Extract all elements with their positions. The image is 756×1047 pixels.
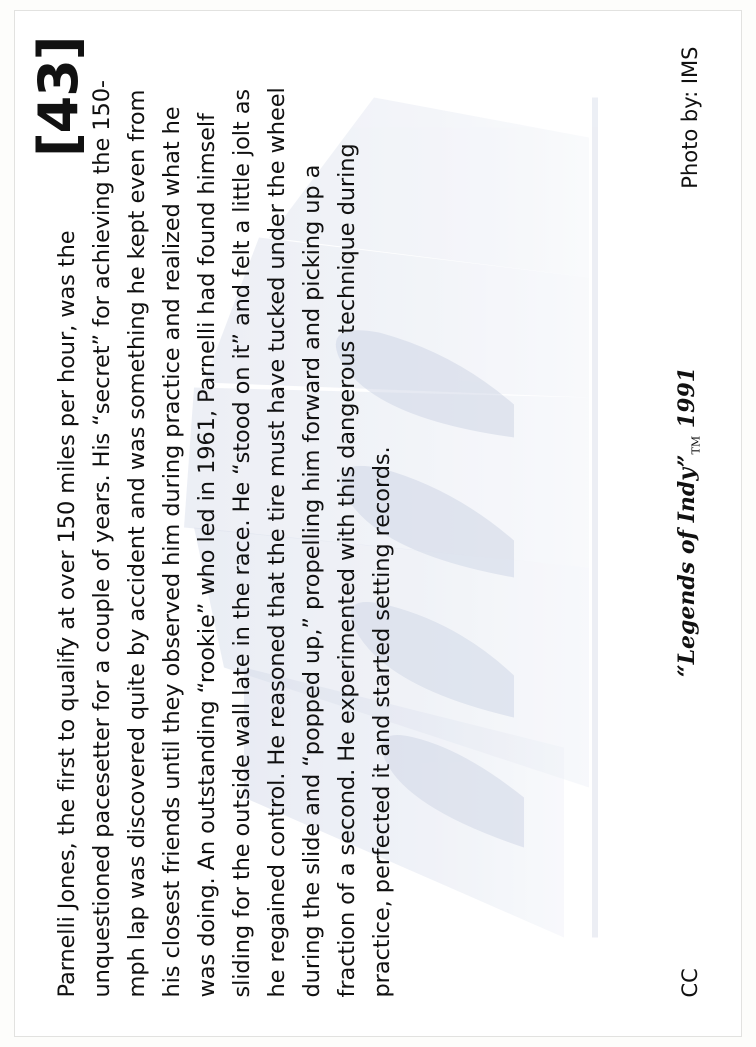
series-title-text: “Legends of Indy”	[673, 453, 700, 677]
trademark-symbol: TM	[689, 435, 702, 454]
card-body-text-block	[50, 77, 400, 997]
footer-copyright-code: CC	[678, 967, 702, 997]
trading-card-back	[14, 10, 742, 1037]
series-year: 1991	[673, 366, 700, 428]
footer-photo-credit: Photo by: IMS	[678, 46, 702, 189]
footer-series-title	[674, 366, 702, 676]
card-number: [43]	[27, 36, 90, 157]
card-body-text: Parnelli Jones, the first to qualify at over 150 miles per hour, was the unquestioned pacesetter for a couple of years. His “secret” for achieving the 150-mph lap was discovered quite by accident and was something he kept even from his closest friends until they observed him during practice and realized what he was doing. An outstanding “rookie” who led in 1961, Parnelli had found himself sliding for the outside wall late in the race. He “stood on it” and felt a little jolt as he regained control. He reasoned that the tire must have tucked under the wheel during the slide and “popped up,” propelling him forward and picking up a fraction of a second. He experimented with this dangerous technique during practice, perfected it and started setting records.	[54, 79, 395, 997]
card-footer	[672, 46, 702, 997]
card-rotated-content	[14, 10, 742, 1037]
